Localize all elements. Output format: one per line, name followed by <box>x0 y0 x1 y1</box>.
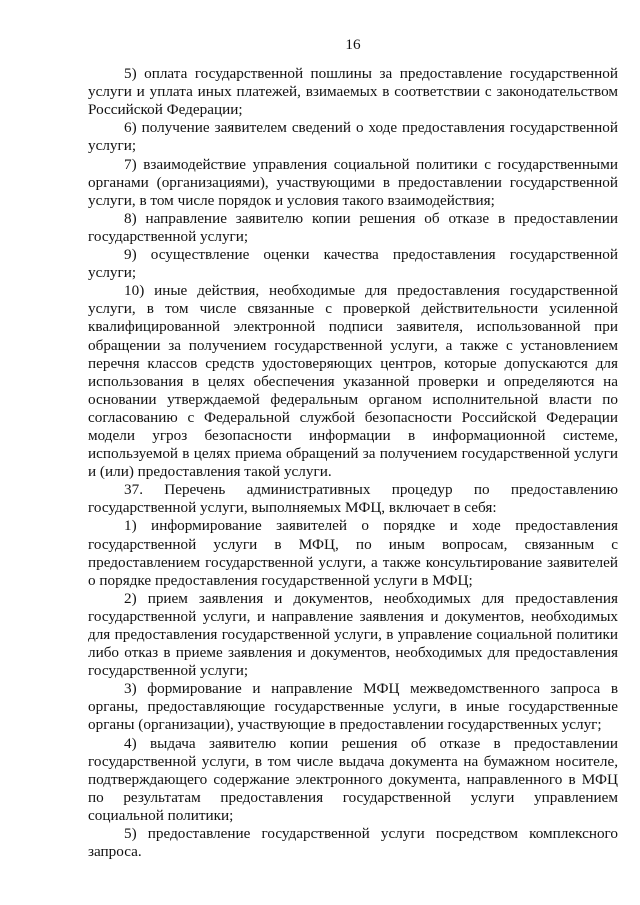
paragraph-item-10-other-actions: 10) иные действия, необходимые для предоставления государственной услуги, в том числе связанные с проверкой действительности усиленной квалифицированной электронной подписи заявителя, использованной при обращении за получением государственной услуги, а также с установлением перечня классов средств удостоверяющих центров, которые допускаются для использования в целях обеспечения указанной проверки и определяются на основании утверждаемой федеральным органом исполнительной власти по согласованию с Федеральной службой безопасности Российской Федерации модели угроз безопасности информации в информационной системе, используемой в целях приема обращений за получением государственной услуги и (или) предоставления такой услуги. <box>88 282 618 481</box>
paragraph-item-8-refusal-copy: 8) направление заявителю копии решения об отказе в предоставлении государственной услуги; <box>88 209 618 245</box>
paragraph-item-9-quality-assessment: 9) осуществление оценки качества предоставления государственной услуги; <box>88 246 618 282</box>
paragraph-mfc-item-2-reception: 2) прием заявления и документов, необходимых для предоставления государственной услуги, и направление заявления и документов, необходимых для предоставления государственной услуги, в управление социальной политики либо отказ в приеме заявления и документов, необходимых для предоставления государственной услуги; <box>88 589 618 680</box>
paragraph-mfc-item-1-informing: 1) информирование заявителей о порядке и ходе предоставления государственной услуги в МФЦ, по иным вопросам, связанным с предоставлением государственной услуги, а также консультирование заявителей о порядке предоставления государственной услуги в МФЦ; <box>88 517 618 589</box>
paragraph-item-7-interaction: 7) взаимодействие управления социальной политики с государственными органами (организациями), участвующими в предоставлении государственной услуги, в том числе порядок и условия такого взаимодействия; <box>88 155 618 209</box>
paragraph-mfc-item-5-complex-request: 5) предоставление государственной услуги посредством комплексного запроса. <box>88 825 618 861</box>
paragraph-mfc-item-3-interagency-request: 3) формирование и направление МФЦ межведомственного запроса в органы, предоставляющие государственные услуги, в иные государственные органы (организации), участвующие в предоставлении государственных услуг; <box>88 680 618 734</box>
paragraph-mfc-item-4-issuance: 4) выдача заявителю копии решения об отказе в предоставлении государственной услуги, в том числе выдача документа на бумажном носителе, подтверждающего содержание электронного документа, направленного в МФЦ по результатам предоставления государственной услуги управлением социальной политики; <box>88 734 618 824</box>
paragraph-item-5-state-fee: 5) оплата государственной пошлины за предоставление государственной услуги и уплата иных платежей, взимаемых в соответствии с законодательством Российской Федерации; <box>88 65 618 119</box>
paragraph-section-37: 37. Перечень административных процедур по предоставлению государственной услуги, выполняемых МФЦ, включает в себя: <box>88 481 618 517</box>
page-number: 16 <box>345 36 361 53</box>
document-page <box>88 36 618 861</box>
paragraph-item-6-progress-info: 6) получение заявителем сведений о ходе предоставления государственной услуги; <box>88 119 618 155</box>
